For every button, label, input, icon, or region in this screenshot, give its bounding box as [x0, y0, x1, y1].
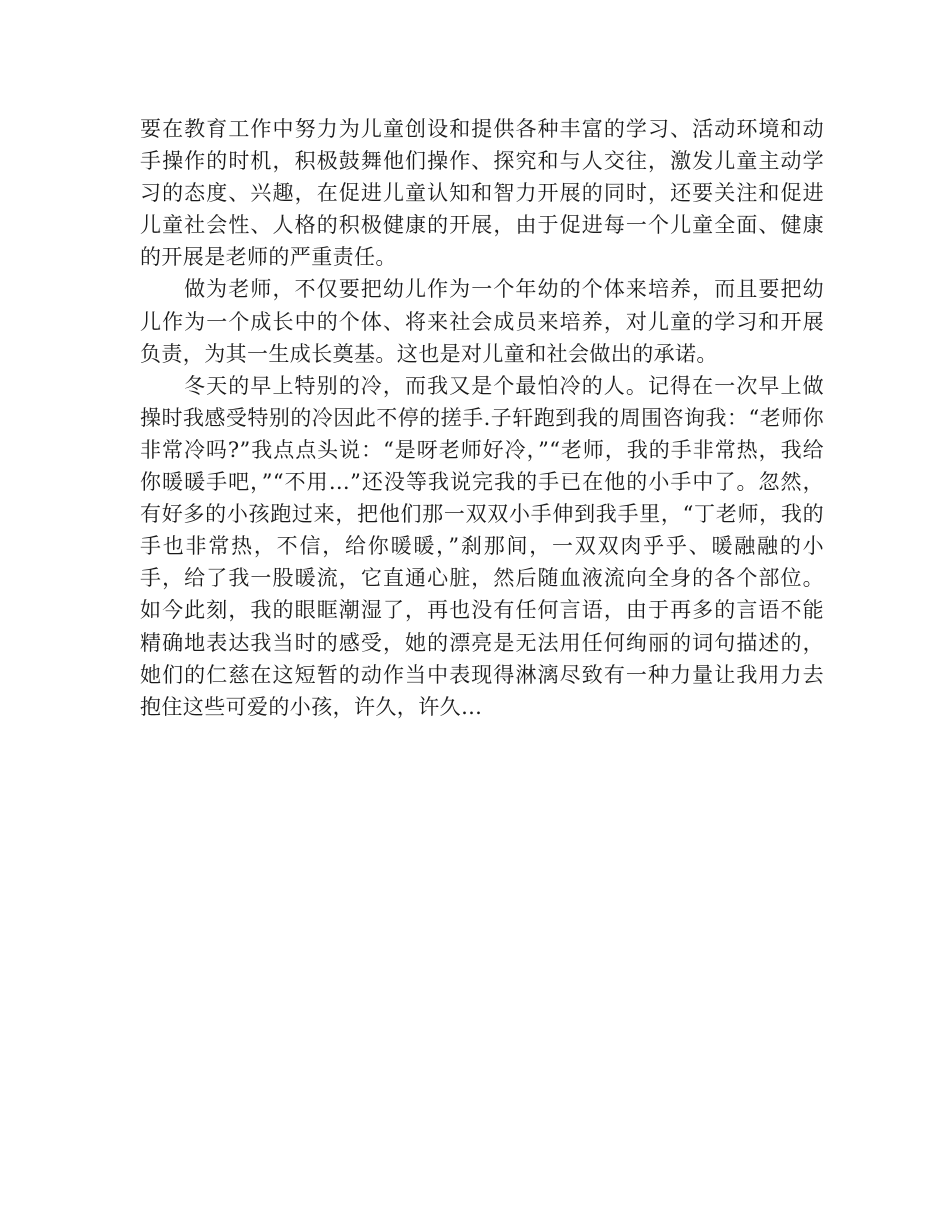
paragraph-3: 冬天的早上特别的冷，而我又是个最怕冷的人。记得在一次早上做操时我感受特别的冷因此不停的搓手.子轩跑到我的周围咨询我：“老师你非常冷吗?”我点点头说：“是呀老师好冷，”“老师，我的手非常热，我给你暖暖手吧，”“不用…”还没等我说完我的手已在他的小手中了。忽然，有好多的小孩跑过来，把他们那一双双小手伸到我手里，“丁老师，我的手也非常热，不信，给你暖暖，”刹那间，一双双肉乎乎、暖融融的小手，给了我一股暖流，它直通心脏，然后随血液流向全身的各个部位。如今此刻，我的眼眶潮湿了，再也没有任何言语，由于再多的言语不能精确地表达我当时的感受，她的漂亮是无法用任何绚丽的词句描述的，她们的仁慈在这短暂的动作当中表现得淋漓尽致有一种力量让我用力去抱住这些可爱的小孩，许久，许久…	[140, 373, 824, 719]
paragraph-2: 做为老师，不仅要把幼儿作为一个年幼的个体来培养，而且要把幼儿作为一个成长中的个体、将来社会成员来培养，对儿童的学习和开展负责，为其一生成长奠基。这也是对儿童和社会做出的承诺。	[140, 277, 824, 366]
paragraph-1: 要在教育工作中努力为儿童创设和提供各种丰富的学习、活动环境和动手操作的时机，积极鼓舞他们操作、探究和与人交往，激发儿童主动学习的态度、兴趣，在促进儿童认知和智力开展的同时，还要关注和促进儿童社会性、人格的积极健康的开展，由于促进每一个儿童全面、健康的开展是老师的严重责任。	[140, 117, 824, 270]
document-body	[140, 113, 824, 723]
